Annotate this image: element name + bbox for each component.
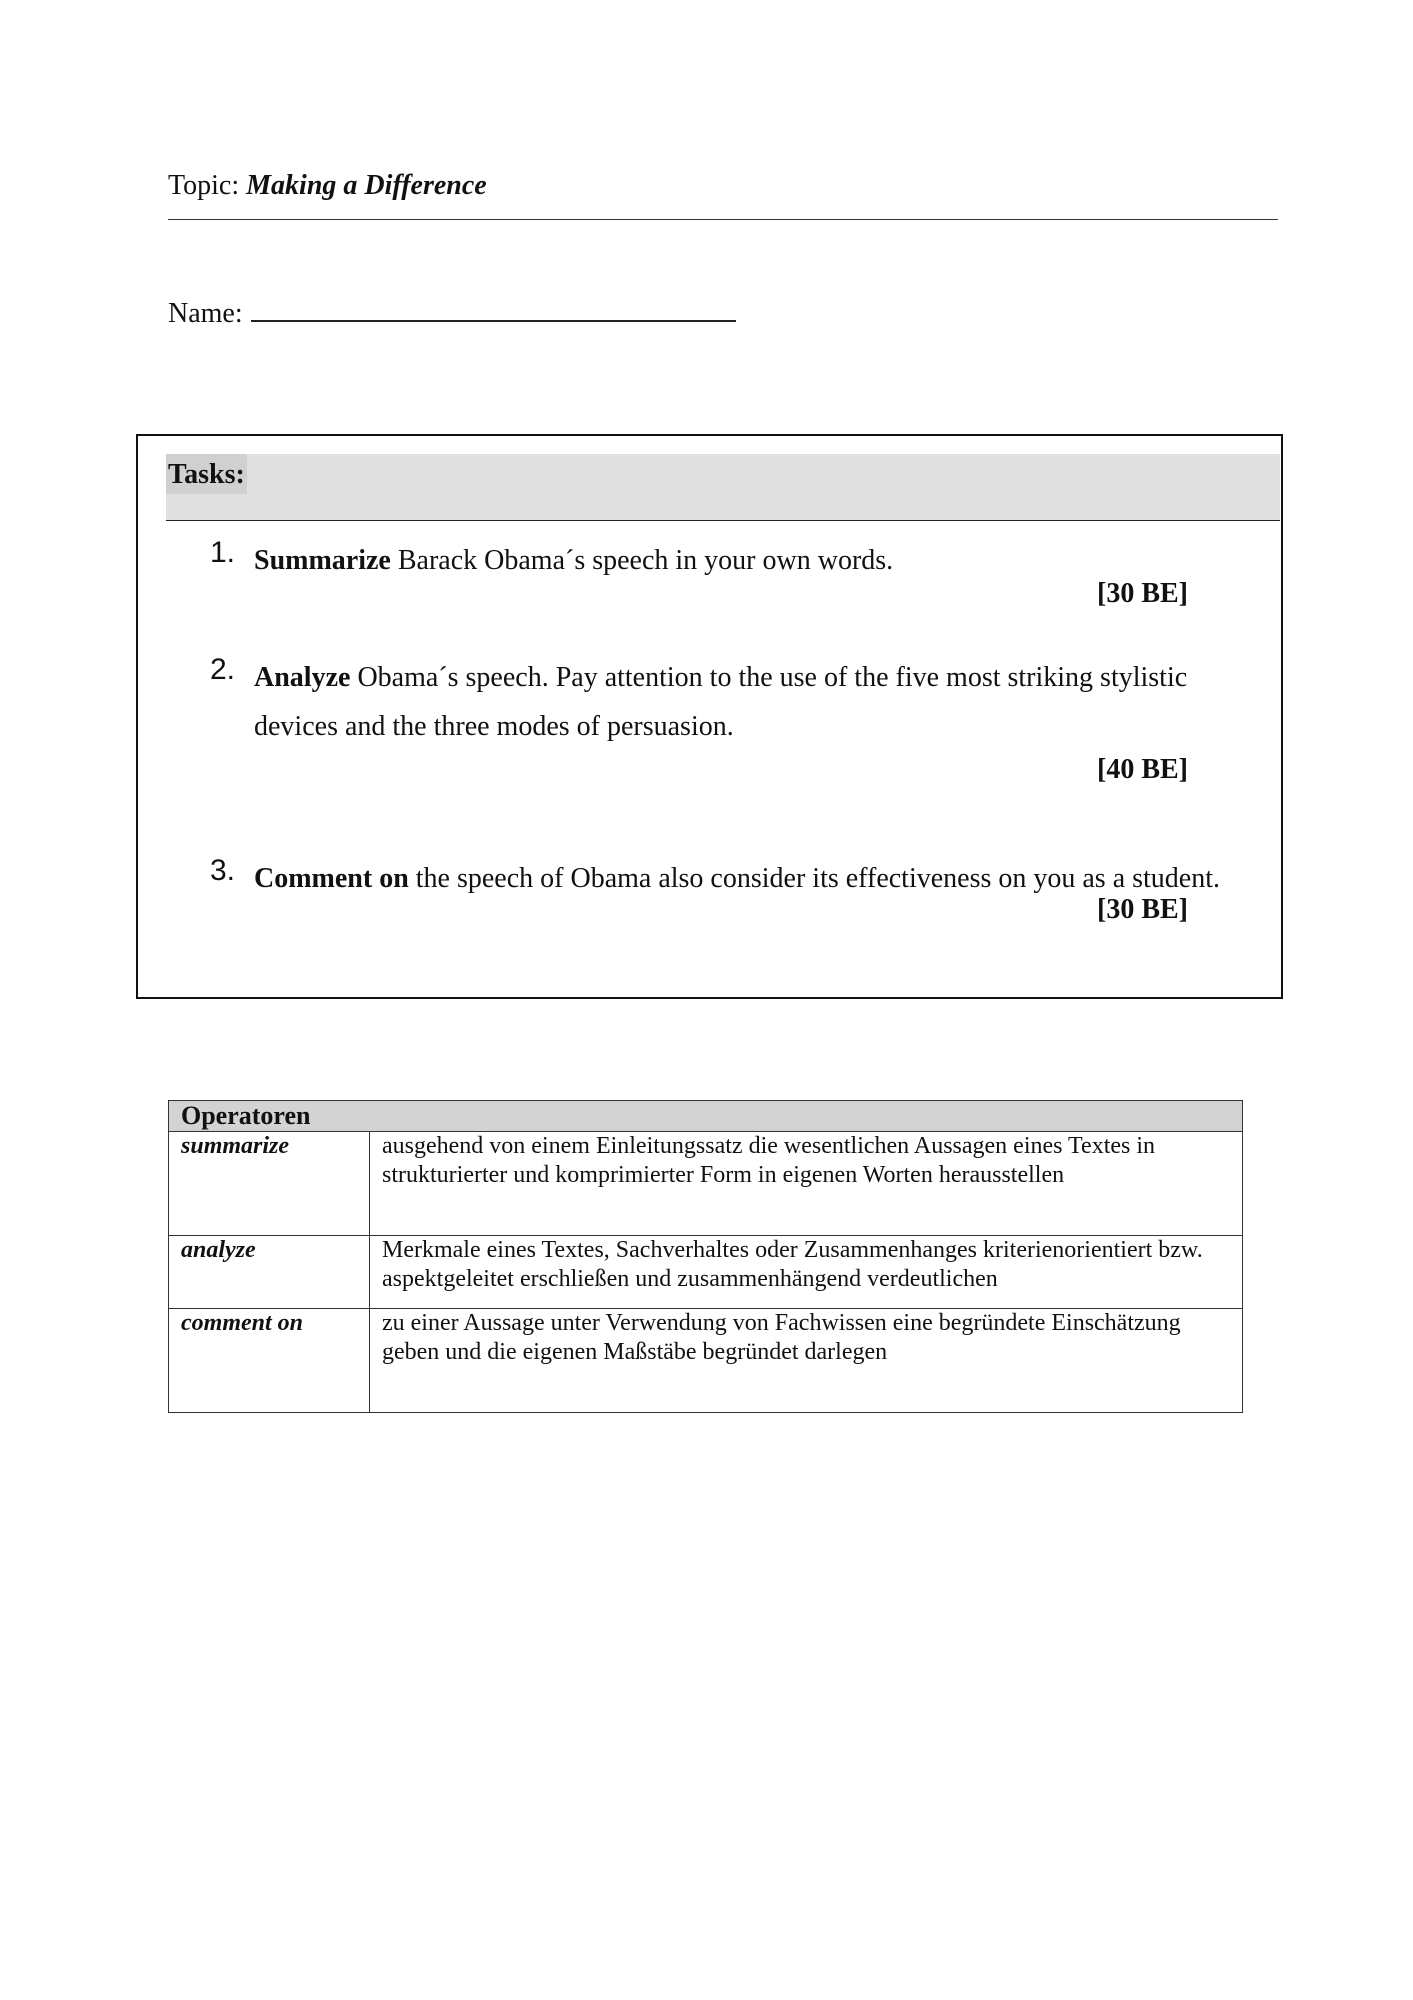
operators-table: [168, 1100, 1243, 1413]
task-points: [40 BE]: [1097, 754, 1188, 785]
task-description: the speech of Obama also consider its effectiveness on you as a student.: [408, 863, 1221, 894]
topic-line: [168, 166, 487, 206]
table-row: [169, 1236, 1243, 1309]
tasks-title: Tasks:: [166, 454, 247, 494]
task-operator: Summarize: [254, 545, 391, 576]
task-text: [254, 653, 1254, 751]
name-label: Name:: [168, 298, 243, 329]
name-line: [168, 292, 736, 334]
operator-term: analyze: [169, 1236, 370, 1309]
tasks-header-band: [166, 454, 1280, 521]
tasks-box: [136, 434, 1283, 999]
table-row: [169, 1309, 1243, 1413]
operator-term: comment on: [169, 1309, 370, 1413]
operator-term: summarize: [169, 1132, 370, 1236]
topic-label: Topic:: [168, 170, 240, 201]
operators-header-row: [169, 1101, 1243, 1132]
table-row: [169, 1132, 1243, 1236]
name-blank-field[interactable]: [251, 292, 736, 322]
task-number: 1.: [210, 536, 236, 569]
task-points: [30 BE]: [1097, 894, 1188, 925]
task-operator: Comment on: [254, 863, 409, 894]
operator-definition: zu einer Aussage unter Verwendung von Fachwissen eine begründete Einschätzung geben und die eigenen Maßstäbe begründet darlegen: [370, 1309, 1243, 1413]
task-number: 2.: [210, 653, 236, 686]
task-description: Obama´s speech. Pay attention to the use of the five most striking stylistic devices and the three modes of persuasion.: [254, 662, 1188, 742]
operators-header: Operatoren: [169, 1101, 1243, 1132]
topic-divider: [168, 219, 1278, 220]
topic-value: Making a Difference: [246, 170, 487, 201]
task-points: [30 BE]: [1097, 578, 1188, 609]
task-description: Barack Obama´s speech in your own words.: [390, 545, 894, 576]
operator-definition: ausgehend von einem Einleitungssatz die wesentlichen Aussagen eines Textes in strukturierter und komprimierter Form in eigenen Worten herausstellen: [370, 1132, 1243, 1236]
task-operator: Analyze: [254, 662, 351, 693]
task-number: 3.: [210, 854, 236, 887]
operator-definition: Merkmale eines Textes, Sachverhaltes oder Zusammenhanges kriterienorientiert bzw. aspektgeleitet erschließen und zusammenhängend verdeutlichen: [370, 1236, 1243, 1309]
